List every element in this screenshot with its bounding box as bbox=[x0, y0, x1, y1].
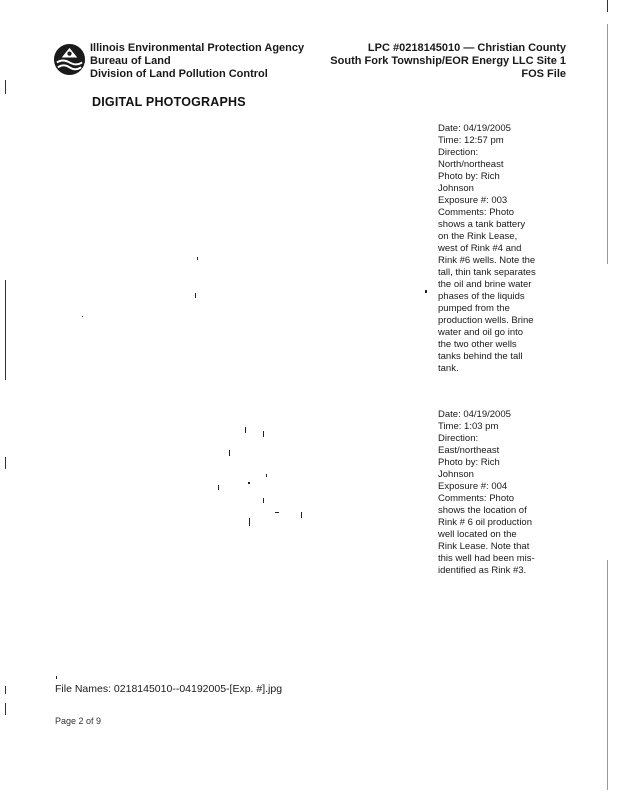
division-name: Division of Land Pollution Control bbox=[90, 68, 268, 80]
caption-line: identified as Rink #3. bbox=[438, 565, 527, 576]
caption-line: production wells. Brine bbox=[438, 315, 534, 326]
photo-caption-2 bbox=[438, 409, 566, 577]
caption-line: North/northeast bbox=[438, 159, 504, 170]
scan-speck bbox=[197, 257, 198, 260]
caption-line: Time: 12:57 pm bbox=[438, 135, 504, 146]
caption-line: Comments: Photo bbox=[438, 493, 515, 504]
scan-edge-mark bbox=[5, 457, 6, 469]
lpc-number: LPC #0218145010 — Christian County bbox=[367, 42, 566, 54]
scan-edge-mark bbox=[5, 80, 6, 94]
caption-line: tank. bbox=[438, 363, 459, 374]
caption-line: Direction: bbox=[438, 433, 479, 444]
scan-speck bbox=[82, 316, 83, 317]
site-name: South Fork Township/EOR Energy LLC Site 1 bbox=[330, 55, 566, 67]
scan-speck bbox=[229, 450, 230, 456]
caption-line: Rink Lease. Note that bbox=[438, 541, 530, 552]
scan-speck bbox=[275, 512, 279, 513]
caption-line: Comments: Photo bbox=[438, 207, 515, 218]
caption-line: Johnson bbox=[438, 183, 474, 194]
illinois-epa-logo-icon bbox=[53, 43, 86, 76]
caption-line: Exposure #: 003 bbox=[438, 195, 508, 206]
file-names: File Names: 0218145010--04192005-[Exp. #].jpg bbox=[55, 683, 283, 695]
caption-line: phases of the liquids bbox=[438, 291, 525, 302]
agency-name: Illinois Environmental Protection Agency bbox=[90, 42, 305, 54]
bureau-name: Bureau of Land bbox=[90, 55, 171, 67]
caption-line: Exposure #: 004 bbox=[438, 481, 508, 492]
caption-line: well located on the bbox=[438, 529, 517, 540]
file-type: FOS File bbox=[521, 68, 566, 80]
caption-line: Photo by: Rich bbox=[438, 457, 500, 468]
scan-speck bbox=[301, 512, 302, 518]
scan-speck bbox=[248, 482, 250, 484]
caption-line: Direction: bbox=[438, 147, 479, 158]
caption-line: tanks behind the tall bbox=[438, 351, 523, 362]
scan-speck bbox=[56, 676, 57, 679]
agency-block bbox=[90, 42, 304, 81]
caption-line: on the Rink Lease, bbox=[438, 231, 518, 242]
caption-line: the two other wells bbox=[438, 339, 517, 350]
caption-line: Rink # 6 oil production bbox=[438, 517, 532, 528]
scan-speck bbox=[425, 290, 427, 293]
caption-line: Johnson bbox=[438, 469, 474, 480]
page-title: DIGITAL PHOTOGRAPHS bbox=[92, 95, 246, 109]
scan-speck bbox=[266, 474, 267, 477]
scan-edge-mark bbox=[607, 0, 608, 12]
page-number: Page 2 of 9 bbox=[55, 716, 102, 726]
caption-line: west of Rink #4 and bbox=[438, 243, 522, 254]
scan-speck bbox=[218, 485, 219, 490]
scan-speck bbox=[263, 498, 264, 503]
scan-edge-mark bbox=[607, 560, 608, 790]
caption-line: water and oil go into bbox=[438, 327, 524, 338]
caption-line: Date: 04/19/2005 bbox=[438, 123, 511, 134]
scan-edge-mark bbox=[5, 280, 6, 380]
site-block bbox=[330, 42, 566, 81]
caption-line: Photo by: Rich bbox=[438, 171, 500, 182]
scan-edge-mark bbox=[5, 686, 6, 694]
scan-edge-mark bbox=[607, 24, 608, 264]
scan-speck bbox=[249, 518, 250, 526]
caption-line: pumped from the bbox=[438, 303, 510, 314]
photo-caption-1 bbox=[438, 123, 566, 375]
caption-line: tall, thin tank separates bbox=[438, 267, 536, 278]
scan-edge-mark bbox=[5, 703, 6, 715]
scan-speck bbox=[245, 427, 246, 433]
scan-speck bbox=[263, 431, 264, 437]
caption-line: Date: 04/19/2005 bbox=[438, 409, 511, 420]
caption-line: the oil and brine water bbox=[438, 279, 532, 290]
caption-line: this well had been mis- bbox=[438, 553, 535, 564]
scan-speck bbox=[195, 293, 196, 298]
caption-line: East/northeast bbox=[438, 445, 500, 456]
caption-line: shows the location of bbox=[438, 505, 527, 516]
caption-line: shows a tank battery bbox=[438, 219, 526, 230]
caption-line: Time: 1:03 pm bbox=[438, 421, 499, 432]
caption-line: Rink #6 wells. Note the bbox=[438, 255, 536, 266]
